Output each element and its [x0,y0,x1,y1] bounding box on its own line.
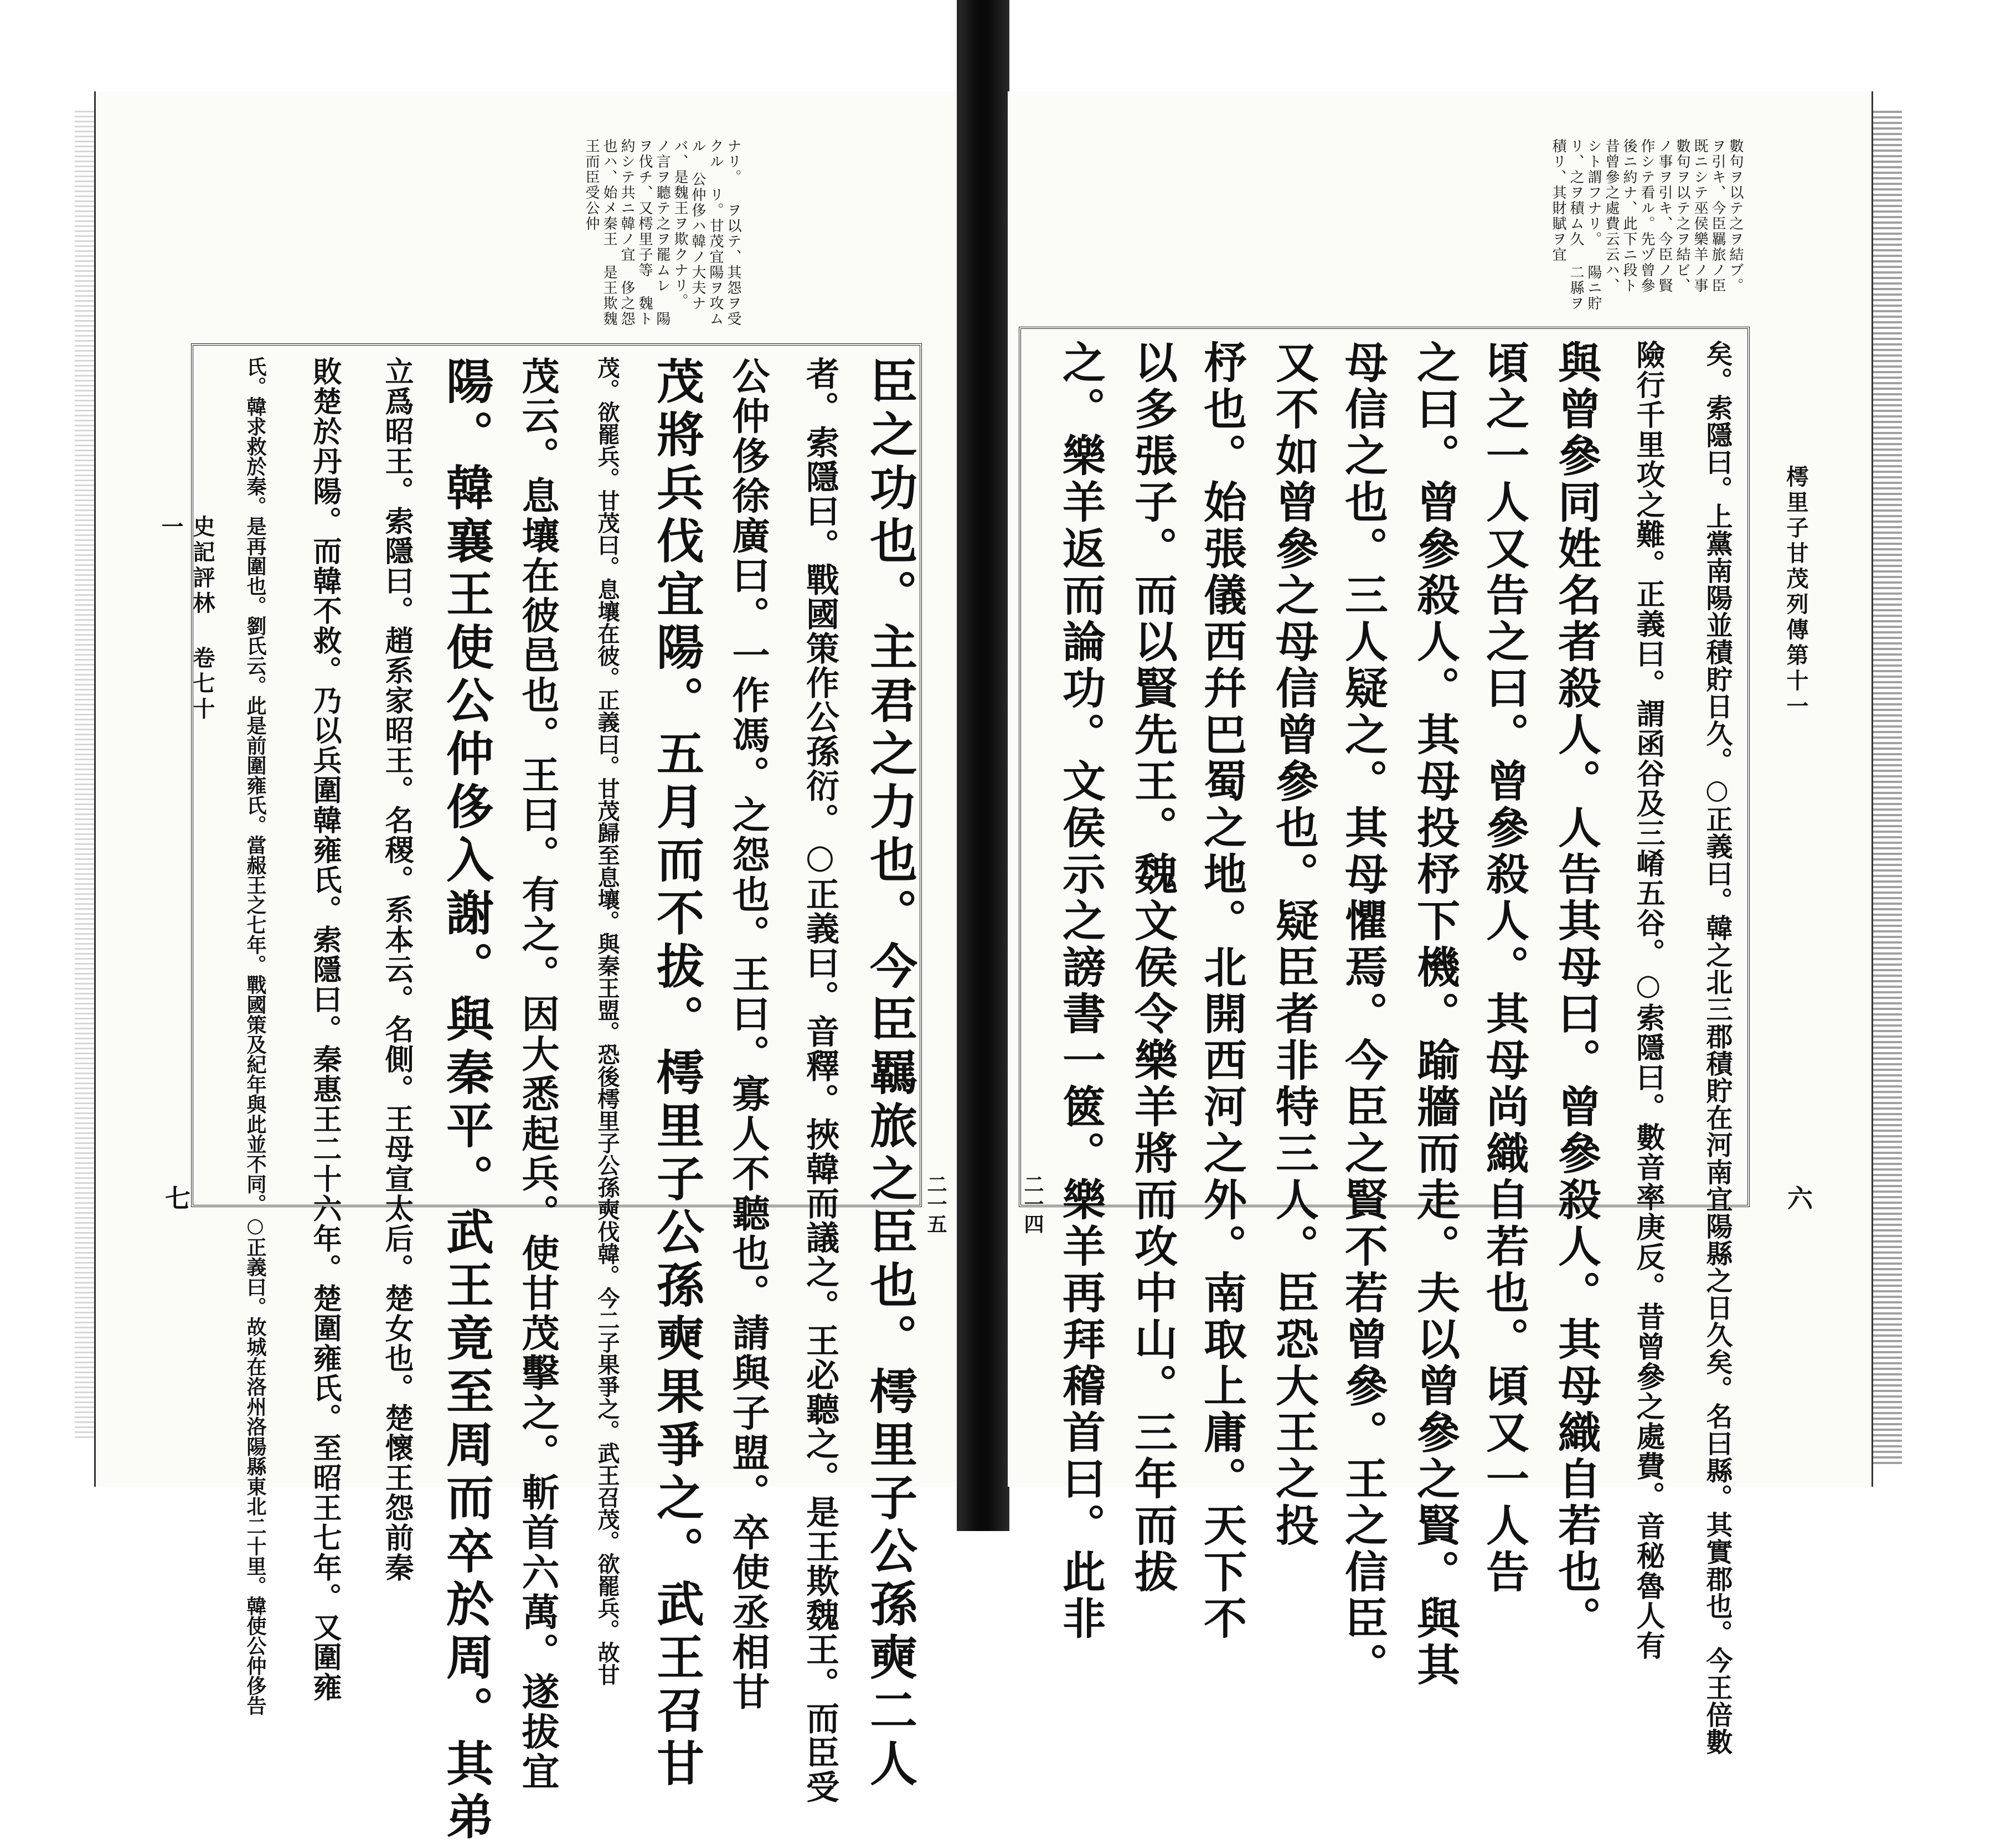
text-column: 茂云。息壤在彼邑也。王曰。有之。因大悉起兵。使甘茂擊之。斬首六萬。遂拔宜 [515,357,560,1792]
left-page-number: 七 [161,1185,191,1210]
right-page-number: 六 [1783,1185,1813,1210]
right-top-notes: 數句ヲ以テ之ヲ結ブ。 ヲ引キ、今臣羈旅ノ臣 既ニシテ巫侯樂羊ノ事 數句ヲ以テ之ヲ結ビ、 ノ事ヲ引キ、今臣ノ賢 作シテ看ル。先ヅ曾參 後ニ約ナ、此下ニ段ト 昔曾參之處費云云ハ、 シト謂フナリ。 陽ニ貯リ、之ヲ積ム久 二縣ヲ積リ、其財賦ヲ宜 [1550,138,1744,311]
text-column: 與曾參同姓名者殺人。人告其母曰。曾參殺人。其母織自若也。 [1551,340,1601,1642]
left-top-notes: ナリ。 ヲ以テ、其怨ヲ受クル リ。甘茂宜陽ヲ攻ムル 公仲侈ハ韓ノ大夫ナ バ、是魏王ヲ欺クナリ。 ノ言ヲ聽テ之ヲ罷ムレ 陽ヲ伐チ、又樗里子等 魏ト約シテ共ニ韓ノ宜 侈之怨也ハ、始メ秦王 是王欺魏王而臣受公仲 [583,138,741,327]
text-column: 公仲侈徐廣曰。一作馮。之怨也。王曰。寡人不聽也。請與子盟。卒使丞相甘 [726,357,770,1712]
text-column: 母信之也。三人疑之。其母懼焉。今臣之賢不若曾參。王之信臣。 [1338,340,1388,1689]
text-column: 立爲昭王。索隱曰。趙系家昭王。名稷。系本云。名側。王母宣太后。楚女也。楚懷王怨前秦 [380,357,414,1583]
right-running-title: 樗里子甘茂列傳第十一 [1783,465,1809,720]
text-column: 茂將兵伐宜陽。五月而不拔。樗里子公孫奭果爭之。武王召甘 [648,357,704,1792]
text-column: 之曰。曾參殺人。其母投杼下機。踰牆而走。夫以曾參之賢。與其 [1410,340,1460,1689]
text-column: 者。索隱曰。戰國策作公孫衍。○正義曰。音釋。挾韓而議之。王必聽之。是王欺魏王。而臣受 [801,357,839,1804]
left-folio: 二一五 [924,1174,947,1234]
right-text-frame [1019,327,1750,1755]
text-column: 以多張子。而以賢先王。魏文侯令樂羊將而攻中山。三年而拔 [1127,340,1178,1596]
text-column: 陽。韓襄王使公仲侈入謝。與秦平。武王竟至周而卒於周。其弟 [438,357,494,1845]
text-column: 茂。欲罷兵。甘茂曰。息壤在彼。正義曰。甘茂歸至息壤。與秦王盟。恐後樗里子公孫奭伐韓。今二子果爭之。武王召茂。欲罷兵。故甘 [594,357,620,1686]
text-column: 之。樂羊返而論功。文侯示之謗書一篋。樂羊再拜稽首曰。此非 [1055,340,1106,1642]
book-gutter [957,0,1009,1531]
text-column: 頃之一人又告之曰。曾參殺人。其母尚織自若也。頃又一人告 [1479,340,1529,1596]
text-column: 氏。韓求救於秦。是再圍也。劉氏云。此是前圍雍氏。當赧王之七年。戰國策及紀年與此並不同。○正義曰。故城在洛州洛陽縣東北二十里。韓使公仲侈告 [244,357,267,1715]
left-text-frame [191,343,922,1845]
text-column: 敗楚於丹陽。而韓不救。乃以兵圍韓雍氏。索隱曰。秦惠王二十六年。楚圍雍氏。至昭王七年。又圍雍 [308,357,342,1702]
text-column: 杼也。始張儀西幷巴蜀之地。北開西河之外。南取上庸。天下不 [1197,340,1247,1642]
left-running-title: 史記評林 卷七十一 [158,515,215,723]
right-folio: 二一四 [1021,1174,1044,1234]
text-column: 矣。索隱曰。上黨南陽並積貯日久。○正義曰。韓之北三郡積貯在河南宜陽縣之日久矣。名曰縣。其實郡也。今王倍數 [1702,340,1733,1755]
text-column: 險行千里攻之難。正義曰。謂函谷及三崤五谷。○索隱曰。數音率庚反。昔曾參之處費。音秘魯人有 [1631,340,1665,1661]
page-edge-right [1869,111,1902,1467]
text-column: 臣之功也。主君之力也。今臣羈旅之臣也。樗里子公孫奭二人 [862,357,917,1792]
text-column: 又不如曾參之母信曾參也。疑臣者非特三人。臣恐大王之投 [1269,340,1319,1549]
page-edge-left [75,111,97,1440]
